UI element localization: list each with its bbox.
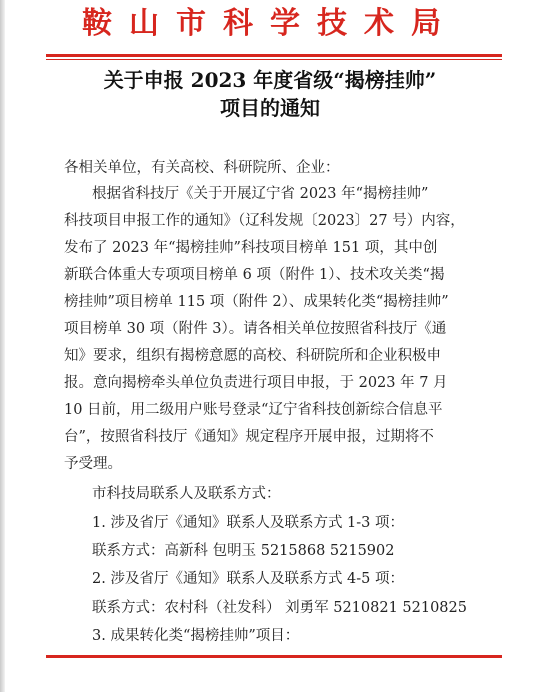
paragraph-line: 报。意向揭榜牵头单位负责进行项目申报，于 2023 年 7 月	[64, 375, 448, 391]
paragraph-line: 知》要求，组织有揭榜意愿的高校、科研院所和企业积极申	[64, 348, 441, 364]
contact-item-3: 3. 成果转化类“揭榜挂帅”项目：	[92, 628, 300, 644]
contact-item-2-detail: 联系方式：农村科（社发科） 刘勇军 5210821 5210825	[92, 600, 467, 616]
paragraph-line: 新联合体重大专项项目榜单 6 项（附件 1）、技术攻关类“揭	[64, 267, 445, 283]
paragraph-line: 予受理。	[64, 456, 122, 472]
paragraph-line: 科技项目申报工作的通知》（辽科发规〔2023〕27 号）内容，	[64, 213, 465, 229]
contacts-heading: 市科技局联系人及联系方式：	[92, 486, 281, 502]
paragraph-line: 根据省科技厅《关于开展辽宁省 2023 年“揭榜挂帅”	[92, 186, 429, 202]
header-red-line-thin	[46, 59, 502, 60]
paragraph-line: 台”，按照省科技厅《通知》规定程序开展申报，过期将不	[64, 429, 434, 445]
paragraph-line: 榜挂帅”项目榜单 115 项（附件 2）、成果转化类“揭榜挂帅”	[64, 294, 449, 310]
paragraph-line: 发布了 2023 年“揭榜挂帅”科技项目榜单 151 项，其中创	[64, 240, 438, 256]
paragraph-line: 项目榜单 30 项（附件 3）。请各相关单位按照省科技厅《通	[64, 321, 447, 337]
footer-red-line	[46, 655, 502, 658]
header-red-line-thick	[46, 54, 502, 57]
contact-item-2: 2. 涉及省厅《通知》联系人及联系方式 4-5 项：	[92, 571, 405, 587]
contact-item-1: 1. 涉及省厅《通知》联系人及联系方式 1-3 项：	[92, 515, 405, 531]
paragraph-line: 10 日前，用二级用户账号登录“辽宁省科技创新综合信息平	[64, 402, 443, 418]
salutation: 各相关单位，有关高校、科研院所、企业：	[64, 160, 340, 176]
org-name-header: 鞍山市科学技术局	[82, 6, 458, 41]
doc-title-line-2: 项目的通知	[220, 96, 320, 120]
contact-item-1-detail: 联系方式：高新科 包明玉 5215868 5215902	[92, 543, 395, 559]
doc-title-line-1: 关于申报 2023 年度省级“揭榜挂帅”	[103, 68, 437, 92]
